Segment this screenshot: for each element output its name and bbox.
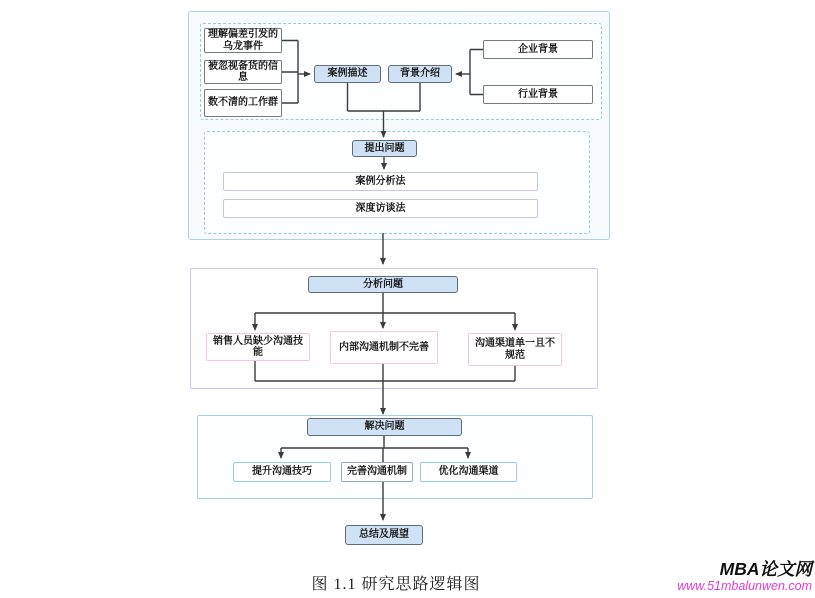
- problem-box-2: 内部沟通机制不完善: [330, 331, 438, 364]
- figure-caption: 图 1.1 研究思路逻辑图: [311, 576, 481, 593]
- measure-box-2: 完善沟通机制: [341, 462, 413, 482]
- measure-box-3: 优化沟通渠道: [420, 462, 517, 482]
- intro-left-box-1: 理解偏差引发的乌龙事件: [204, 28, 282, 53]
- intro-left-box-2: 被忽视备货的信息: [204, 60, 282, 84]
- case-description-box: 案例描述: [314, 65, 381, 83]
- solve-problem-box: 解决问题: [307, 418, 462, 436]
- industry-background-box: 行业背景: [483, 85, 593, 104]
- watermark-url-link[interactable]: www.51mbalunwen.com: [677, 579, 812, 593]
- problem-box-3: 沟通渠道单一且不规范: [468, 333, 562, 366]
- case-analysis-method-box: 案例分析法: [223, 172, 538, 191]
- raise-problem-box: 提出问题: [352, 140, 417, 157]
- intro-left-box-3: 数不清的工作群: [204, 89, 282, 117]
- depth-interview-method-box: 深度访谈法: [223, 199, 538, 218]
- watermark-brand: MBA论文网: [719, 559, 812, 579]
- background-introduction-box: 背景介绍: [388, 65, 452, 83]
- measure-box-1: 提升沟通技巧: [233, 462, 331, 482]
- enterprise-background-box: 企业背景: [483, 40, 593, 59]
- problem-box-1: 销售人员缺少沟通技能: [206, 333, 310, 361]
- analyze-problem-box: 分析问题: [308, 276, 458, 293]
- conclusion-box: 总结及展望: [345, 525, 423, 545]
